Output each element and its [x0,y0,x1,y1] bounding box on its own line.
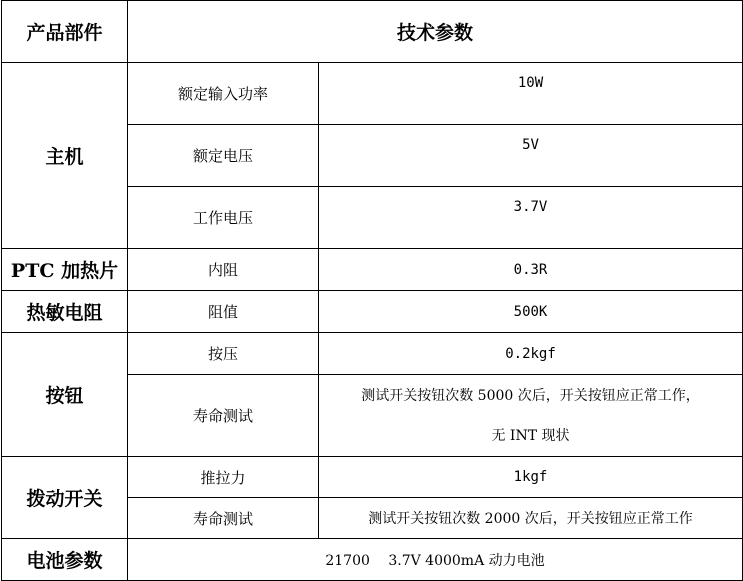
value-cell: 0.3R [319,249,743,291]
value-cell: 21700 3.7V 4000mA 动力电池 [128,539,743,581]
part-button: 按钮 [2,333,128,457]
header-part: 产品部件 [2,1,128,63]
value-line: 无 INT 现状 [491,427,570,444]
value-cell: 测试开关按钮次数 2000 次后，开关按钮应正常工作 [319,498,743,539]
table-row [2,539,743,581]
value-line: 测试开关按钮次数 5000 次后，开关按钮应正常工作， [361,387,700,404]
table-row [2,63,743,125]
table-row [2,249,743,291]
value-cell: 10W [319,63,743,125]
part-thermistor: 热敏电阻 [2,291,128,333]
param-cell: 额定输入功率 [128,63,319,125]
value-cell: 5V [319,125,743,187]
value-cell: 500K [319,291,743,333]
param-cell: 寿命测试 [128,498,319,539]
param-cell: 寿命测试 [128,375,319,457]
spec-table [1,0,743,581]
header-row [2,1,743,63]
param-cell: 推拉力 [128,457,319,498]
param-cell: 按压 [128,333,319,375]
param-cell: 内阻 [128,249,319,291]
param-cell: 阻值 [128,291,319,333]
part-battery: 电池参数 [2,539,128,581]
value-cell [319,375,743,457]
table-row [2,457,743,498]
value-cell: 0.2kgf [319,333,743,375]
part-host: 主机 [2,63,128,249]
table-row [2,291,743,333]
value-cell: 1kgf [319,457,743,498]
part-ptc: PTC 加热片 [2,249,128,291]
param-cell: 额定电压 [128,125,319,187]
param-cell: 工作电压 [128,187,319,249]
table-row [2,333,743,375]
value-cell: 3.7V [319,187,743,249]
header-tech: 技术参数 [128,1,743,63]
part-toggle: 拨动开关 [2,457,128,539]
